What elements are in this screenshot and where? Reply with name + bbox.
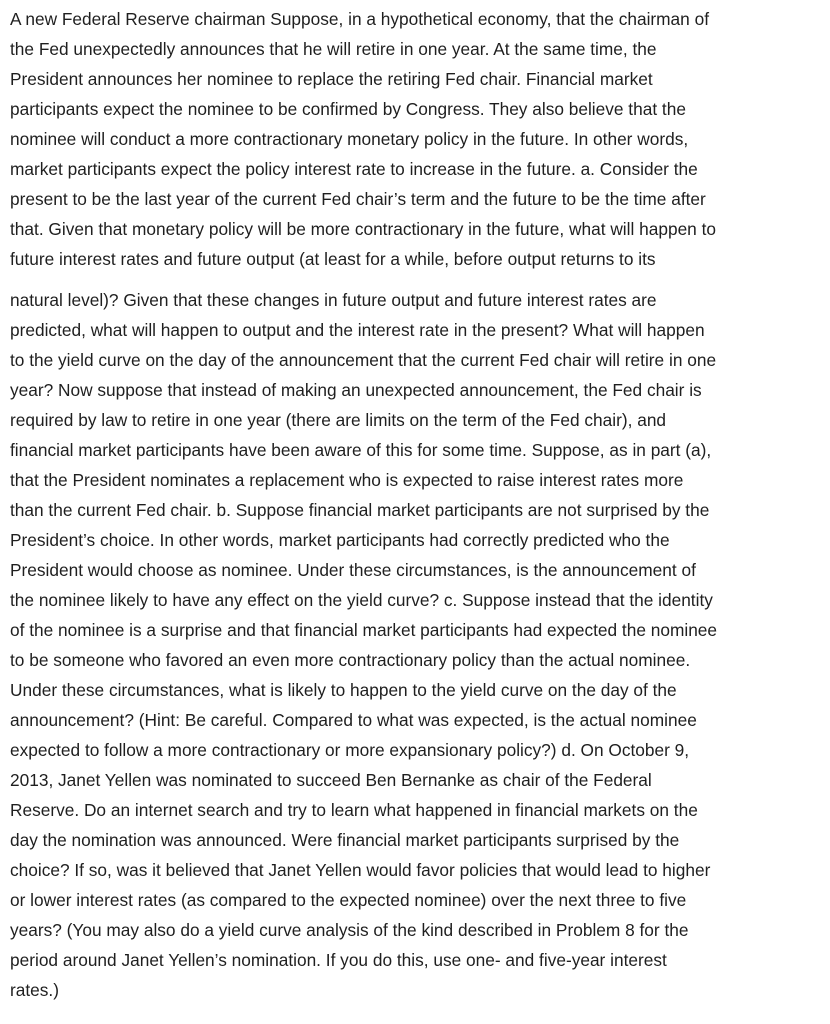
text-line: Under these circumstances, what is likely to happen to the yield curve on the day of the bbox=[10, 680, 677, 700]
text-line: announcement? (Hint: Be careful. Compared to what was expected, is the actual nominee bbox=[10, 710, 697, 730]
text-line: market participants expect the policy interest rate to increase in the future. a. Consider the bbox=[10, 159, 698, 179]
text-line: future interest rates and future output (at least for a while, before output returns to its bbox=[10, 249, 656, 269]
text-line: Reserve. Do an internet search and try to learn what happened in financial markets on the bbox=[10, 800, 698, 820]
text-line: nominee will conduct a more contractionary monetary policy in the future. In other words, bbox=[10, 129, 689, 149]
text-line: financial market participants have been aware of this for some time. Suppose, as in part (a), bbox=[10, 440, 712, 460]
text-line: year? Now suppose that instead of making an unexpected announcement, the Fed chair is bbox=[10, 380, 702, 400]
text-line: President’s choice. In other words, market participants had correctly predicted who the bbox=[10, 530, 670, 550]
text-line: predicted, what will happen to output and the interest rate in the present? What will happen bbox=[10, 320, 705, 340]
text-line: of the nominee is a surprise and that financial market participants had expected the nominee bbox=[10, 620, 718, 640]
text-line: to the yield curve on the day of the announcement that the current Fed chair will retire in one bbox=[10, 350, 717, 370]
text-line: A new Federal Reserve chairman Suppose, in a hypothetical economy, that the chairman of bbox=[10, 9, 709, 29]
text-line: that. Given that monetary policy will be more contractionary in the future, what will happen to bbox=[10, 219, 717, 239]
text-line: the Fed unexpectedly announces that he will retire in one year. At the same time, the bbox=[10, 39, 657, 59]
text-line: to be someone who favored an even more contractionary policy than the actual nominee. bbox=[10, 650, 691, 670]
text-line: President would choose as nominee. Under these circumstances, is the announcement of bbox=[10, 560, 696, 580]
text-line: rates.) bbox=[10, 980, 59, 1000]
text-line: present to be the last year of the current Fed chair’s term and the future to be the time after bbox=[10, 189, 706, 209]
text-line: period around Janet Yellen’s nomination. If you do this, use one- and five-year interest bbox=[10, 950, 667, 970]
text-line: President announces her nominee to replace the retiring Fed chair. Financial market bbox=[10, 69, 653, 89]
text-line: day the nomination was announced. Were financial market participants surprised by the bbox=[10, 830, 680, 850]
text-line: choice? If so, was it believed that Janet Yellen would favor policies that would lead to higher bbox=[10, 860, 711, 880]
text-line: 2013, Janet Yellen was nominated to succeed Ben Bernanke as chair of the Federal bbox=[10, 770, 652, 790]
text-line: participants expect the nominee to be confirmed by Congress. They also believe that the bbox=[10, 99, 686, 119]
text-line: or lower interest rates (as compared to the expected nominee) over the next three to five bbox=[10, 890, 687, 910]
problem-text-part-1 bbox=[10, 4, 820, 274]
problem-text-part-2 bbox=[10, 285, 820, 1005]
text-line: required by law to retire in one year (there are limits on the term of the Fed chair), and bbox=[10, 410, 667, 430]
text-line: years? (You may also do a yield curve analysis of the kind described in Problem 8 for the bbox=[10, 920, 689, 940]
text-line: that the President nominates a replacement who is expected to raise interest rates more bbox=[10, 470, 684, 490]
text-line: the nominee likely to have any effect on the yield curve? c. Suppose instead that the identity bbox=[10, 590, 713, 610]
text-line: than the current Fed chair. b. Suppose financial market participants are not surprised by the bbox=[10, 500, 710, 520]
text-line: natural level)? Given that these changes in future output and future interest rates are bbox=[10, 290, 657, 310]
text-line: expected to follow a more contractionary or more expansionary policy?) d. On October 9, bbox=[10, 740, 690, 760]
